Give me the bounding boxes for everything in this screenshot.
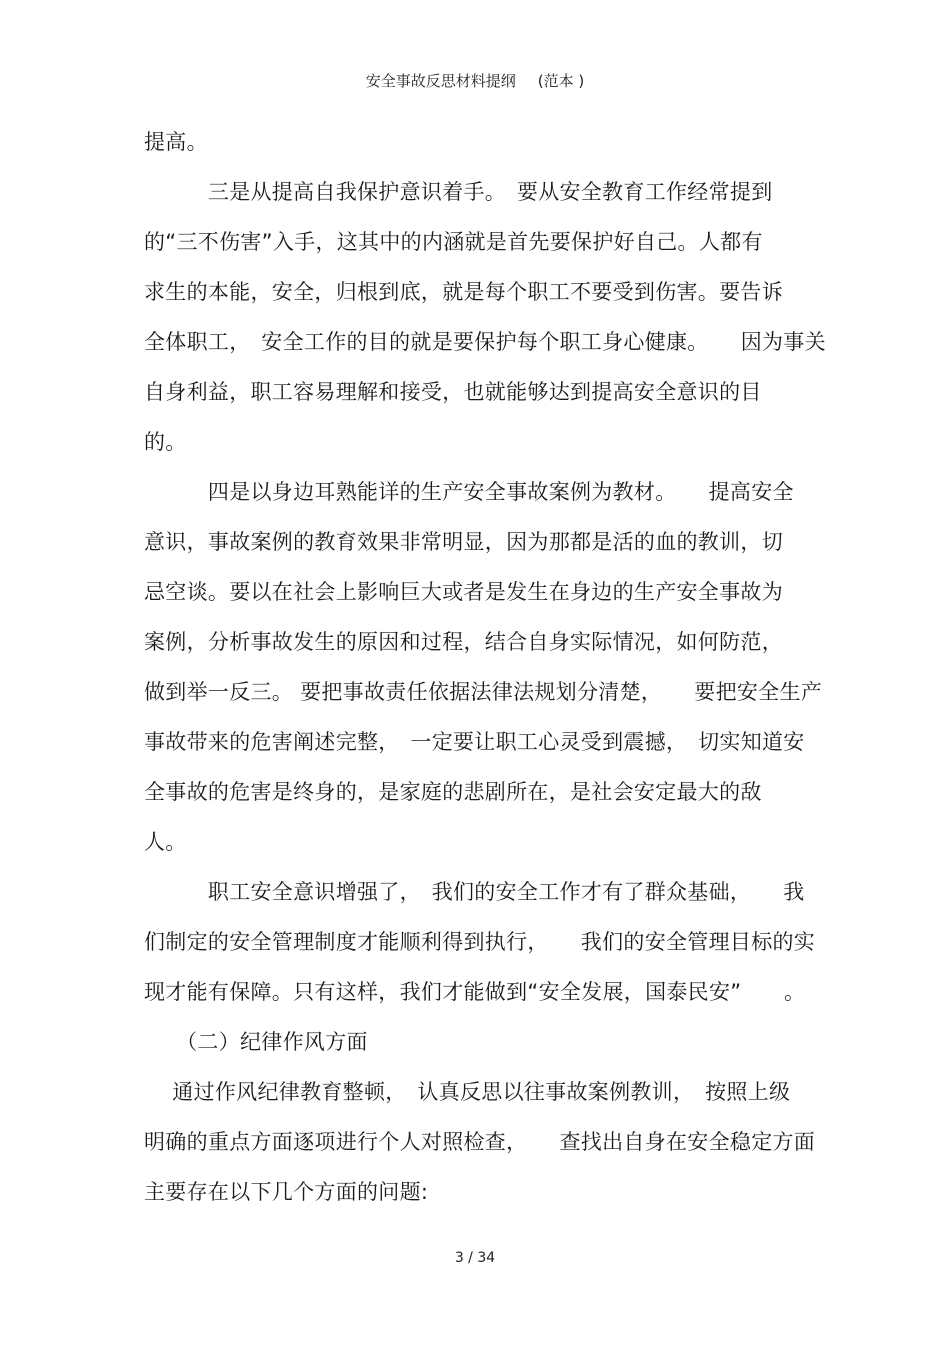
text-line: 主要存在以下几个方面的问题: [144,1180,429,1204]
text-line: 提高。 [144,130,208,154]
header-title: 安全事故反思材料提纲 [365,72,516,90]
text-line: 做到举一反三。 要把事故责任依据法律法规划分清楚， 要把安全生产 [144,680,823,704]
text-line: 案例，分析事故发生的原因和过程，结合自身实际情况，如何防范， [144,630,783,654]
text-line: 们制定的安全管理制度才能顺利得到执行， 我们的安全管理目标的实 [144,930,816,954]
text-line: 忌空谈。要以在社会上影响巨大或者是发生在身边的生产安全事故为 [144,580,783,604]
text-line: 通过作风纪律教育整顿， 认真反思以往事故案例教训， 按照上级 [144,1080,791,1104]
text-line: 全体职工， 安全工作的目的就是要保护每个职工身心健康。 因为事关 [144,330,826,354]
text-line: 的。 [144,430,187,454]
text-line: 事故带来的危害阐述完整， 一定要让职工心灵受到震撼， 切实知道安 [144,730,805,754]
text-line: 求生的本能，安全，归根到底，就是每个职工不要受到伤害。要告诉 [144,280,783,304]
text-line: 人。 [144,830,187,854]
text-line: 自身利益，职工容易理解和接受，也就能够达到提高安全意识的目 [144,380,762,404]
text-line: 职工安全意识增强了， 我们的安全工作才有了群众基础， 我 [144,880,805,904]
text-line: 全事故的危害是终身的，是家庭的悲剧所在，是社会安定最大的敌 [144,780,762,804]
page-number: 3 / 34 [454,1250,496,1266]
header-note: (范本 ) [537,72,585,90]
text-line: 的“三不伤害”入手，这其中的内涵就是首先要保护好自己。人都有 [144,230,763,254]
text-line: 明确的重点方面逐项进行个人对照检查， 查找出自身在安全稳定方面 [144,1130,816,1154]
section-heading: （二）纪律作风方面 [144,1030,368,1054]
text-line: 现才能有保障。只有这样，我们才能做到“安全发展，国泰民安” 。 [144,980,806,1004]
text-line: 四是以身边耳熟能详的生产安全事故案例为教材。 提高安全 [144,480,794,504]
text-line: 三是从提高自我保护意识着手。 要从安全教育工作经常提到 [144,180,773,204]
text-line: 意识，事故案例的教育效果非常明显，因为那都是活的血的教训，切 [144,530,783,554]
